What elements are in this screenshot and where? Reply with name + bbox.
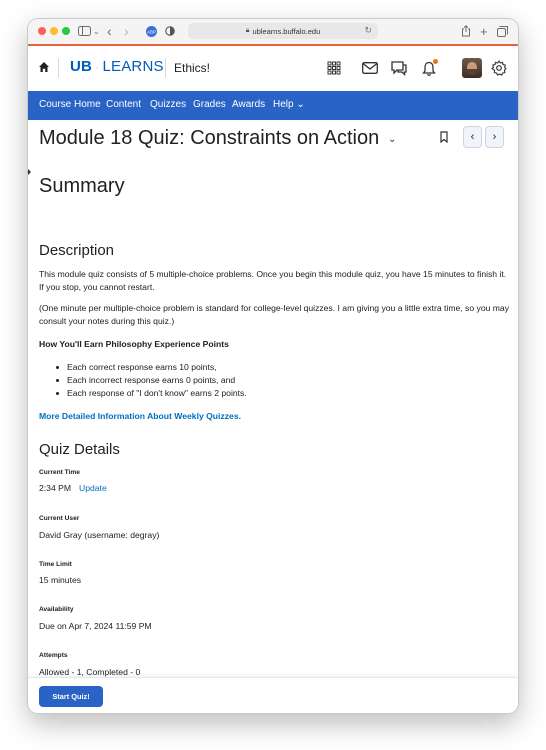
update-link[interactable]: Update — [79, 483, 107, 493]
address-bar[interactable] — [188, 23, 378, 39]
list-item: Each correct response earns 10 points, — [56, 361, 247, 374]
reload-icon[interactable]: ↻ — [364, 25, 372, 35]
next-topic-button[interactable]: › — [485, 126, 504, 148]
bookmark-icon[interactable] — [439, 131, 449, 143]
extension-icon[interactable] — [146, 23, 157, 39]
gear-icon[interactable] — [490, 59, 508, 77]
availability-value: Due on Apr 7, 2024 11:59 PM — [39, 621, 152, 631]
more-info-link[interactable]: More Detailed Information About Weekly Quizzes. — [39, 411, 241, 421]
start-quiz-button[interactable]: Start Quiz! — [39, 686, 103, 707]
chevron-down-icon[interactable]: ⌄ — [388, 134, 397, 145]
logo-ub: UB — [70, 58, 93, 75]
tab-overview-icon[interactable] — [497, 23, 508, 39]
attempts-label: Attempts — [39, 652, 68, 659]
minimize-window-button[interactable] — [50, 27, 58, 35]
avatar-beard — [467, 69, 477, 75]
current-time-row — [39, 483, 107, 493]
footer-bar — [28, 677, 518, 713]
nav-quizzes[interactable]: Quizzes — [150, 99, 187, 110]
points-list — [56, 361, 247, 400]
page-title: Module 18 Quiz: Constraints on Action — [39, 127, 380, 149]
availability-label: Availability — [39, 606, 74, 613]
description-paragraph-2: (One minute per multiple-choice problem is standard for college-level quizzes. I am giving you a little extra time, so you may consult your notes during this quiz.) — [39, 303, 510, 326]
description-paragraph-1: This module quiz consists of 5 multiple-choice problems. Once you begin this module quiz, you have 15 minutes to finish it. If you stop, you cannot restart. — [39, 269, 507, 292]
main-content — [28, 120, 518, 677]
privacy-shield-icon[interactable] — [165, 23, 175, 39]
current-user-value: David Gray (username: degray) — [39, 530, 160, 540]
divider — [165, 58, 166, 78]
close-window-button[interactable] — [38, 27, 46, 35]
course-name[interactable]: Ethics! — [174, 61, 211, 75]
summary-heading: Summary — [39, 175, 125, 197]
list-item: Each response of "I don't know" earns 2 points. — [56, 387, 247, 400]
back-button[interactable]: ‹ — [107, 23, 112, 39]
zoom-window-button[interactable] — [62, 27, 70, 35]
points-heading: How You'll Earn Philosophy Experience Points — [39, 339, 229, 349]
site-header — [28, 46, 518, 91]
browser-window — [28, 19, 518, 713]
nav-awards[interactable]: Awards — [232, 99, 266, 110]
description-heading: Description — [39, 242, 115, 259]
lock-icon: 🔒︎ — [245, 27, 250, 34]
browser-toolbar — [28, 19, 518, 45]
url-text: ublearns.buffalo.edu — [252, 26, 321, 36]
divider — [58, 58, 59, 78]
new-tab-icon[interactable]: + — [480, 23, 488, 39]
waffle-icon[interactable] — [325, 59, 343, 77]
home-icon[interactable] — [38, 61, 50, 73]
nav-content[interactable]: Content — [106, 99, 142, 110]
notification-badge — [433, 59, 438, 64]
course-navbar — [28, 91, 518, 120]
chevron-down-icon[interactable]: ⌄ — [93, 26, 100, 36]
nav-course-home[interactable]: Course Home — [39, 99, 101, 110]
chat-icon[interactable] — [390, 59, 408, 77]
topic-nav — [463, 126, 507, 146]
logo-learns: LEARNS — [102, 58, 164, 75]
nav-help[interactable]: Help ⌄ — [273, 99, 305, 110]
previous-topic-button[interactable]: ‹ — [463, 126, 482, 148]
bell-icon[interactable] — [420, 59, 438, 77]
list-item: Each incorrect response earns 0 points, and — [56, 374, 247, 387]
quiz-details-heading: Quiz Details — [39, 441, 120, 458]
current-time-label: Current Time — [39, 469, 80, 476]
sidebar-icon[interactable] — [78, 23, 91, 39]
avatar[interactable] — [462, 58, 482, 78]
share-icon[interactable] — [461, 23, 471, 39]
side-panel-toggle[interactable] — [28, 162, 31, 182]
svg-text:ABP: ABP — [146, 28, 157, 34]
time-limit-value: 15 minutes — [39, 575, 82, 585]
mail-icon[interactable] — [361, 59, 379, 77]
nav-grades[interactable]: Grades — [193, 99, 226, 110]
attempts-value: Allowed - 1, Completed - 0 — [39, 667, 141, 677]
ub-learns-logo[interactable]: UB · LEARNS — [70, 58, 164, 75]
forward-button[interactable]: › — [124, 23, 129, 39]
current-user-label: Current User — [39, 515, 80, 522]
time-limit-label: Time Limit — [39, 561, 72, 568]
current-time-value: 2:34 PM — [39, 483, 72, 493]
